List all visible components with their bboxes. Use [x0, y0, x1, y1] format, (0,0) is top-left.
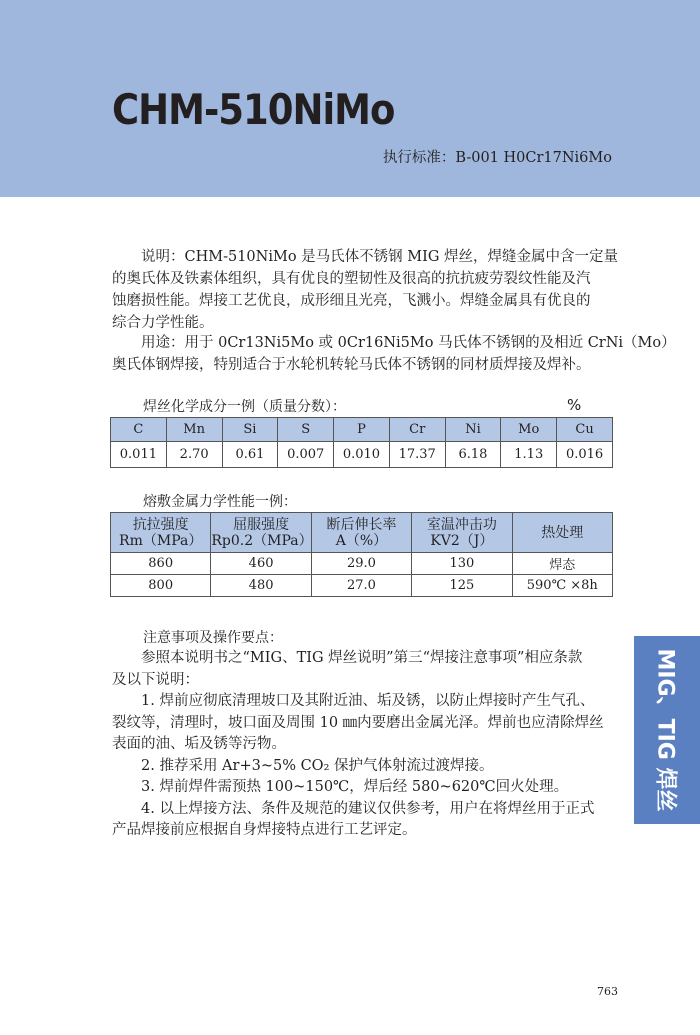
table-cell: 2.70: [166, 442, 222, 468]
table-header-cell: [311, 513, 411, 553]
table-cell: 125: [412, 575, 512, 597]
description-line: 的奥氏体及铁素体组织，具有优良的塑韧性及很高的抗抗疲劳裂纹性能及汽: [112, 271, 591, 287]
usage-paragraph: [112, 332, 676, 376]
table-header-cell: [412, 513, 512, 553]
table-row: [111, 442, 613, 468]
notes-line: 3. 焊前焊件需预热 100~150℃，焊后经 580~620℃回火处理。: [141, 779, 569, 795]
page-number: 763: [597, 985, 618, 998]
header-band: [0, 0, 700, 197]
notes-paragraph: [112, 648, 618, 842]
notes-line: 1. 焊前应彻底清理坡口及其附近油、垢及锈，以防止焊接时产生气孔、: [141, 693, 595, 709]
table-cell: 0.010: [334, 442, 390, 468]
table-cell: 17.37: [389, 442, 445, 468]
table-cell: 0.016: [557, 442, 613, 468]
header-line: 抗拉强度: [132, 516, 189, 533]
notes-line: 4. 以上焊接方法、条件及规范的建议仅供参考，用户在将焊丝用于正式: [141, 800, 595, 817]
table-header-cell: Ni: [445, 418, 501, 442]
table-cell: 27.0: [311, 575, 411, 597]
side-tab-label: MIG、TIG 焊丝: [652, 648, 678, 812]
description-paragraph: [112, 246, 618, 334]
table-cell: 0.61: [222, 442, 278, 468]
header-line: 屈服强度: [233, 516, 290, 533]
table-header-cell: Mo: [501, 418, 557, 442]
notes-heading: 注意事项及操作要点：: [143, 630, 283, 646]
table-header-cell: Mn: [166, 418, 222, 442]
header-line: Rp0.2（MPa）: [211, 532, 313, 549]
notes-line: 参照本说明书之“MIG、TIG 焊丝说明”第三“焊接注意事项”相应条款: [141, 650, 583, 666]
header-line: 断后伸长率: [326, 516, 397, 533]
table-header-row: [111, 513, 613, 553]
mechanical-heading: 熔敷金属力学性能一例：: [143, 494, 297, 510]
description-line: CHM-510NiMo 是马氏体不锈钢 MIG 焊丝，焊缝金属中含一定量: [184, 249, 619, 265]
header-line: KV2（J）: [430, 532, 494, 549]
table-header-row: [111, 418, 613, 442]
product-title: CHM-510NiMo: [112, 86, 395, 135]
table-cell: 130: [412, 553, 512, 575]
table-cell: 6.18: [445, 442, 501, 468]
table-header-cell: [111, 513, 211, 553]
usage-line: 用于 0Cr13Ni5Mo 或 0Cr16Ni5Mo 马氏体不锈钢的及相近 CrNi（Mo）: [184, 335, 676, 351]
section-side-tab: [634, 636, 700, 824]
mechanical-table: [110, 512, 613, 597]
table-header-cell: Si: [222, 418, 278, 442]
description-heading: 说明：: [141, 249, 185, 265]
table-header-cell: P: [334, 418, 390, 442]
table-cell: 590℃ ×8h: [512, 575, 612, 597]
usage-line: 奥氏体钢焊接，特别适合于水轮机转轮马氏体不锈钢的同材质焊接及焊补。: [112, 357, 591, 373]
table-header-cell: [211, 513, 311, 553]
table-cell: 29.0: [311, 553, 411, 575]
notes-line: 2. 推荐采用 Ar+3~5% CO₂ 保护气体射流过渡焊接。: [141, 757, 494, 774]
chemistry-unit: %: [567, 396, 582, 414]
notes-line: 裂纹等，清理时，坡口面及周围 10 ㎜内要磨出金属光泽。焊前也应清除焊丝: [112, 714, 604, 731]
table-cell: 焊态: [512, 553, 612, 575]
table-row: [111, 553, 613, 575]
table-cell: 860: [111, 553, 211, 575]
standard-line: [383, 146, 612, 167]
table-cell: 0.011: [111, 442, 167, 468]
description-line: 蚀磨损性能。焊接工艺优良，成形细且光亮，飞溅小。焊缝金属具有优良的: [112, 293, 591, 309]
table-header-cell: Cu: [557, 418, 613, 442]
table-header-cell: 热处理: [512, 513, 612, 553]
table-row: [111, 575, 613, 597]
usage-heading: 用途：: [141, 335, 185, 351]
notes-line: 产品焊接前应根据自身焊接特点进行工艺评定。: [112, 822, 417, 838]
standard-value: B-001 H0Cr17Ni6Mo: [455, 150, 612, 166]
header-line: 室温冲击功: [426, 516, 497, 533]
table-cell: 0.007: [278, 442, 334, 468]
description-line: 综合力学性能。: [112, 315, 214, 331]
table-cell: 460: [211, 553, 311, 575]
table-header-cell: C: [111, 418, 167, 442]
standard-label: 执行标准：: [382, 150, 456, 166]
header-line: A（%）: [335, 532, 388, 549]
chemistry-table: [110, 417, 613, 468]
chemistry-heading: 焊丝化学成分一例（质量分数）：: [143, 399, 346, 415]
table-header-cell: Cr: [389, 418, 445, 442]
table-cell: 800: [111, 575, 211, 597]
table-cell: 480: [211, 575, 311, 597]
table-header-cell: S: [278, 418, 334, 442]
header-line: Rm（MPa）: [119, 532, 203, 549]
notes-line: 及以下说明：: [112, 671, 199, 688]
table-cell: 1.13: [501, 442, 557, 468]
notes-line: 表面的油、垢及锈等污物。: [112, 736, 286, 752]
